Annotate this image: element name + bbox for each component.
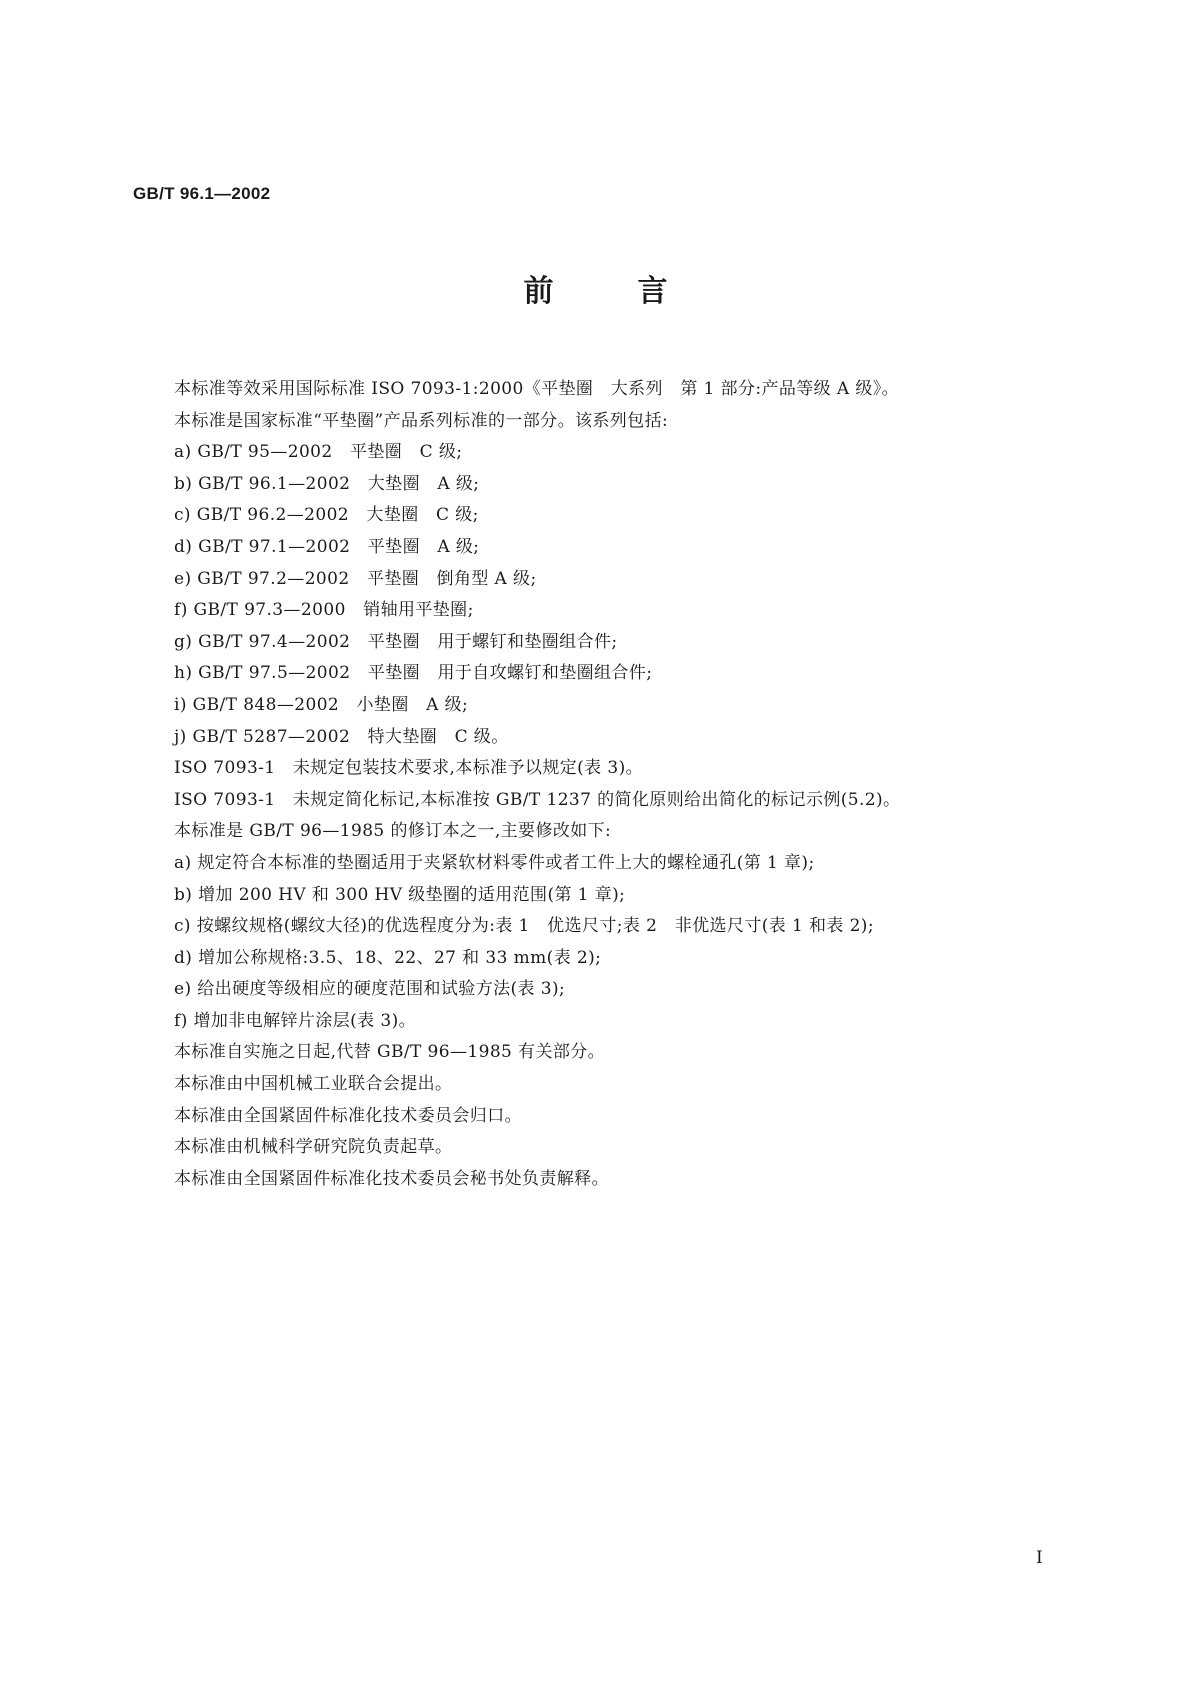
preface-body <box>174 374 1074 1195</box>
paragraph-interpretation: 本标准由全国紧固件标准化技术委员会秘书处负责解释。 <box>174 1168 609 1189</box>
paragraph-packaging: ISO 7093-1 未规定包装技术要求,本标准予以规定(表 3)。 <box>174 758 644 779</box>
list-item: b) 增加 200 HV 和 300 HV 级垫圈的适用范围(第 1 章); <box>174 884 626 905</box>
list-item: f) GB/T 97.3—2000 销轴用平垫圈; <box>174 600 474 621</box>
title-char-2: 言 <box>637 274 668 309</box>
paragraph-replacement: 本标准自实施之日起,代替 GB/T 96—1985 有关部分。 <box>174 1042 606 1063</box>
page-number: I <box>1036 1548 1043 1568</box>
list-item: a) GB/T 95—2002 平垫圈 C 级; <box>174 442 463 463</box>
list-item: i) GB/T 848—2002 小垫圈 A 级; <box>174 694 469 715</box>
list-item: g) GB/T 97.4—2002 平垫圈 用于螺钉和垫圈组合件; <box>174 631 618 652</box>
paragraph-revision: 本标准是 GB/T 96—1985 的修订本之一,主要修改如下: <box>174 821 612 842</box>
list-item: b) GB/T 96.1—2002 大垫圈 A 级; <box>174 473 480 494</box>
paragraph-adoption: 本标准等效采用国际标准 ISO 7093-1:2000《平垫圈 大系列 第 1 部分:产品等级 A 级》。 <box>174 379 900 399</box>
list-item: e) 给出硬度等级相应的硬度范围和试验方法(表 3); <box>174 979 566 1000</box>
title-char-1: 前 <box>523 274 554 309</box>
list-item: h) GB/T 97.5—2002 平垫圈 用于自攻螺钉和垫圈组合件; <box>174 663 653 684</box>
list-item: f) 增加非电解锌片涂层(表 3)。 <box>174 1010 417 1031</box>
paragraph-proposer: 本标准由中国机械工业联合会提出。 <box>174 1074 453 1095</box>
list-item: d) 增加公称规格:3.5、18、22、27 和 33 mm(表 2); <box>174 947 602 968</box>
list-item: c) 按螺纹规格(螺纹大径)的优选程度分为:表 1 优选尺寸;表 2 非优选尺寸(表 1 和表 2); <box>174 916 874 937</box>
list-item: a) 规定符合本标准的垫圈适用于夹紧软材料零件或者工件上大的螺栓通孔(第 1 章); <box>174 852 815 873</box>
paragraph-centralized: 本标准由全国紧固件标准化技术委员会归口。 <box>174 1105 522 1126</box>
list-item: e) GB/T 97.2—2002 平垫圈 倒角型 A 级; <box>174 568 537 589</box>
list-item: d) GB/T 97.1—2002 平垫圈 A 级; <box>174 536 480 557</box>
list-item: j) GB/T 5287—2002 特大垫圈 C 级。 <box>174 726 509 747</box>
paragraph-marking: ISO 7093-1 未规定简化标记,本标准按 GB/T 1237 的简化原则给出简化的标记示例(5.2)。 <box>174 789 901 810</box>
standard-number: GB/T 96.1—2002 <box>133 184 271 203</box>
page-title <box>0 272 1191 312</box>
list-item: c) GB/T 96.2—2002 大垫圈 C 级; <box>174 505 479 526</box>
paragraph-series-intro: 本标准是国家标准“平垫圈”产品系列标准的一部分。该系列包括: <box>174 410 669 431</box>
paragraph-drafter: 本标准由机械科学研究院负责起草。 <box>174 1137 453 1158</box>
